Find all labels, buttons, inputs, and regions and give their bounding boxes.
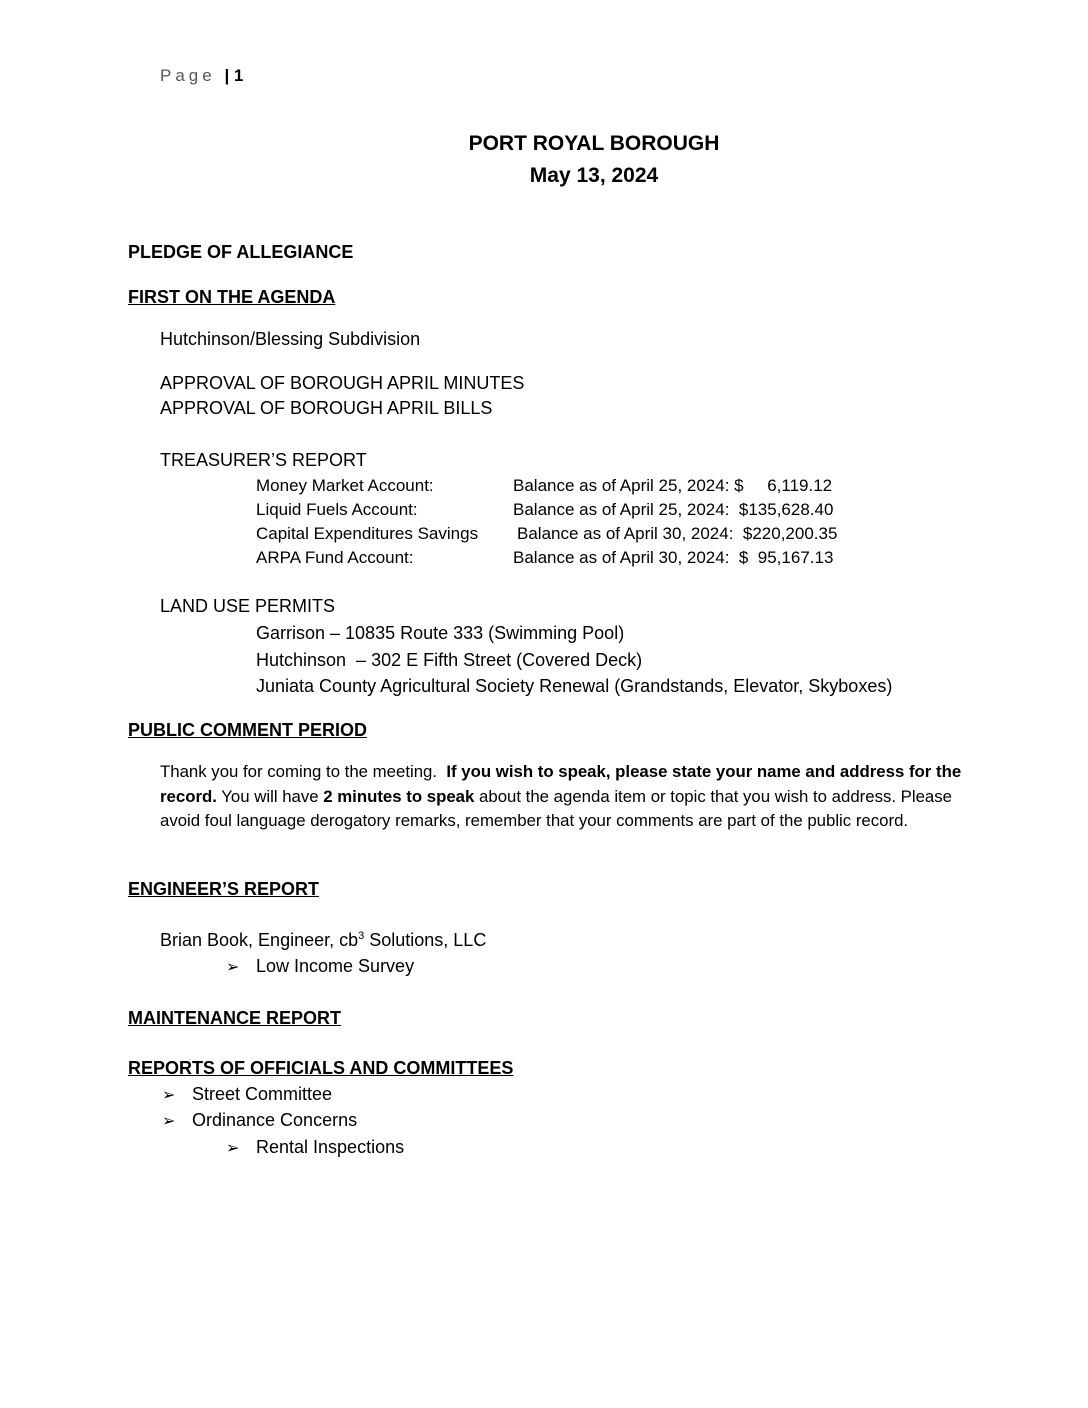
treasurer-heading: TREASURER’S REPORT xyxy=(160,450,367,470)
bullet-arrow-icon: ➢ xyxy=(226,959,240,976)
bullet-arrow-icon: ➢ xyxy=(162,1113,176,1130)
section-public-comment: PUBLIC COMMENT PERIOD xyxy=(128,720,368,740)
officials-item: Street Committee xyxy=(192,1084,333,1104)
account-name: Liquid Fuels Account: xyxy=(256,500,418,519)
account-name: Money Market Account: xyxy=(256,476,434,495)
engineer-name: Brian Book, Engineer, $cb^3$ Solutions, LLC xyxy=(160,930,487,950)
land-use-heading: LAND USE PERMITS xyxy=(160,596,336,616)
account-balance: Balance as of April 30, 2024: $ 95,167.13 xyxy=(513,548,834,567)
public-comment-text: Thank you for coming to the meeting. If you wish to speak, please state your name and address for the record. You will have 2 minutes to speak about the agenda item or topic that you wish to address. Please avoid foul language derogatory remarks, remember that your comments are part of the public record. xyxy=(160,762,962,830)
bullet-arrow-icon: ➢ xyxy=(226,1140,240,1157)
account-name: ARPA Fund Account: xyxy=(256,548,414,567)
approval-minutes: APPROVAL OF BOROUGH APRIL MINUTES xyxy=(160,373,525,393)
section-pledge: PLEDGE OF ALLEGIANCE xyxy=(128,242,354,262)
officials-subitem: Rental Inspections xyxy=(256,1137,405,1157)
account-name: Capital Expenditures Savings xyxy=(256,524,479,543)
page-number: Page | 1 xyxy=(160,66,244,85)
account-balance: Balance as of April 30, 2024: $220,200.35 xyxy=(517,524,838,543)
section-officials: REPORTS OF OFFICIALS AND COMMITTEES xyxy=(128,1058,514,1078)
bullet-arrow-icon: ➢ xyxy=(162,1087,176,1104)
permit-item: Juniata County Agricultural Society Renewal (Grandstands, Elevator, Skyboxes) xyxy=(256,676,893,696)
section-maintenance: MAINTENANCE REPORT xyxy=(128,1008,342,1028)
engineer-item: Low Income Survey xyxy=(256,956,415,976)
approval-bills: APPROVAL OF BOROUGH APRIL BILLS xyxy=(160,398,493,418)
officials-item: Ordinance Concerns xyxy=(192,1110,358,1130)
agenda-subdivision: Hutchinson/Blessing Subdivision xyxy=(160,329,421,349)
document-title: PORT ROYAL BOROUGH xyxy=(468,132,720,155)
meeting-date: May 13, 2024 xyxy=(529,164,659,187)
permit-item: Garrison – 10835 Route 333 (Swimming Pool) xyxy=(256,623,625,643)
account-balance: Balance as of April 25, 2024: $135,628.40 xyxy=(513,500,834,519)
permit-item: Hutchinson – 302 E Fifth Street (Covered Deck) xyxy=(256,650,643,670)
section-engineer: ENGINEER’S REPORT xyxy=(128,879,320,899)
account-balance: Balance as of April 25, 2024: $ 6,119.12 xyxy=(513,476,833,495)
section-first-on-agenda: FIRST ON THE AGENDA xyxy=(128,287,336,307)
